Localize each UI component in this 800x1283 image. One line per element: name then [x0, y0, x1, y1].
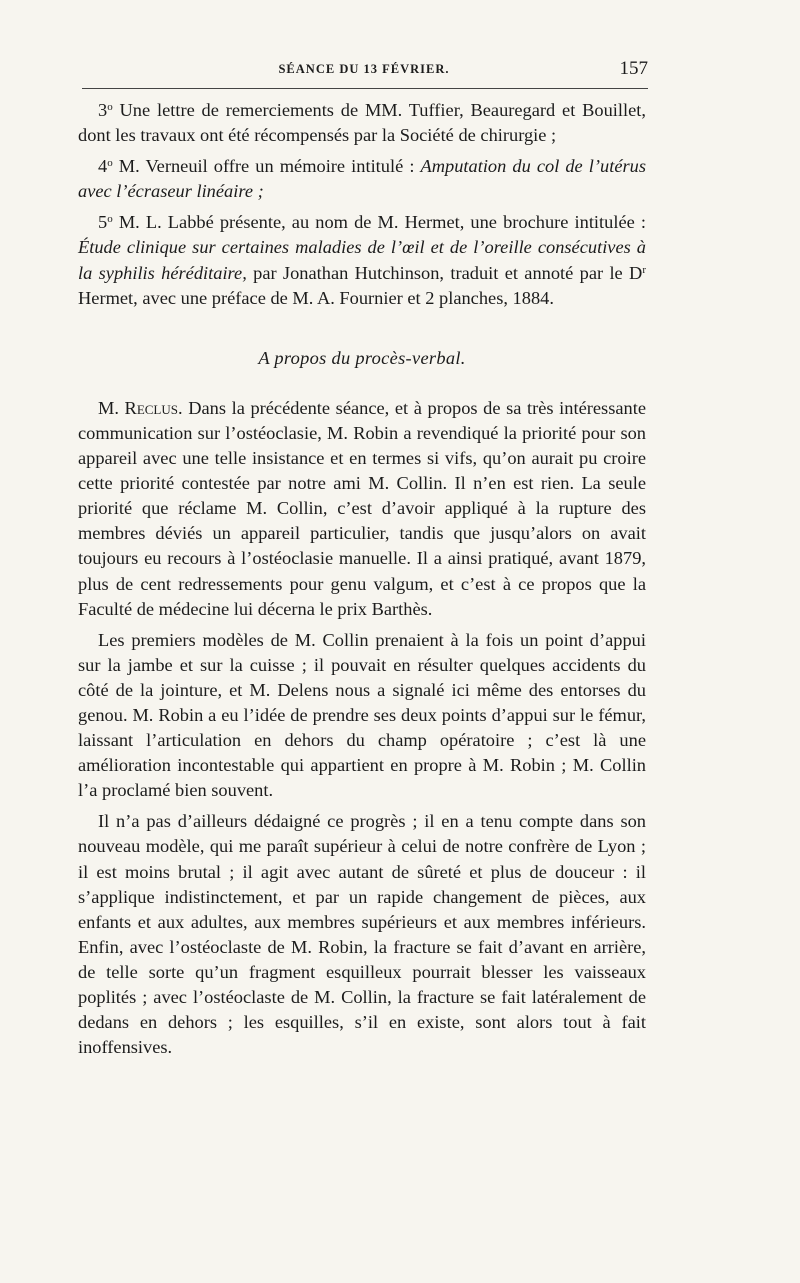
- paragraph-3: Il n’a pas d’ailleurs dédaigné ce progrès ; il en a tenu compte dans son nouveau modèle, qui me paraît supérieur à celui de notre confrère de Lyon ; il est moins brutal ; il agit avec autant de sûreté et plus de douceur : il s’applique indistinctement, et par un rapide changement de pièces, aux enfants et aux adultes, aux membres supérieurs et aux membres inférieurs. Enfin, avec l’ostéoclaste de M. Robin, la fracture se fait d’avant en arrière, de telle sorte qu’un fragment esquilleux pourrait blesser les vaisseaux poplités ; avec l’ostéoclaste de M. Collin, la fracture se fait latéralement de dedans en dehors ; les esquilles, s’il en existe, sont alors tout à fait inoffensives.: [78, 811, 646, 1058]
- list-item-5: 5$^o$ M. L. Labbé présente, au nom de M. Hermet, une brochure intitulée : Étude clinique sur certaines maladies de l’œil et de l’oreille consécutives à la syphilis héréditaire, par Jonathan Hutchinson, traduit et annoté par le $D^r$ Hermet, avec une préface de M. A. Fournier et 2 planches, 1884.: [78, 212, 647, 308]
- item-5-text-mid: par Jonathan Hutchinson, traduit et annoté par le D: [246, 262, 643, 283]
- item-5-title: Étude clinique sur certaines maladies de l’œil et de l’oreille consécutives à la syphilis héréditaire,: [78, 237, 646, 283]
- running-title: SÉANCE DU 13 FÉVRIER.: [278, 62, 450, 76]
- item-3-text: Une lettre de remerciements de MM. Tuffier, Beauregard et Bouillet, dont les travaux ont été récompensés par la Société de chirurgie ;: [78, 100, 646, 146]
- speaker-name: M. Reclus.: [98, 397, 183, 418]
- list-item-3: 3$^o$ Une lettre de remerciements de MM. Tuffier, Beauregard et Bouillet, dont les travaux ont été récompensés par la Société de chirurgie ;: [78, 100, 646, 146]
- item-number: 4: [98, 156, 108, 177]
- page-body: [78, 98, 646, 1060]
- list-item-4: 4$^o$ M. Verneuil offre un mémoire intitulé : Amputation du col de l’utérus avec l’écraseur linéaire ;: [78, 156, 646, 202]
- page-header: [80, 58, 648, 86]
- header-rule: [82, 88, 648, 89]
- item-number: 5: [98, 212, 108, 233]
- item-4-title: Amputation du col de l’utérus avec l’écraseur linéaire ;: [78, 156, 646, 202]
- section-title: A propos du procès-verbal.: [258, 347, 466, 368]
- item-5-text-after: Hermet, avec une préface de M. A. Fournier et 2 planches, 1884.: [78, 287, 554, 308]
- item-4-text: M. Verneuil offre un mémoire intitulé :: [118, 156, 421, 177]
- item-5-text: M. L. Labbé présente, au nom de M. Hermet, une brochure intitulée :: [118, 212, 646, 233]
- item-number: 3: [98, 100, 108, 120]
- item-5-sup: r: [642, 263, 647, 276]
- paragraph-2: Les premiers modèles de M. Collin prenaient à la fois un point d’appui sur la jambe et sur la cuisse ; il pouvait en résulter quelques accidents du côté de la jointure, et M. Delens nous a signalé ici même des entorses du genou. M. Robin a eu l’idée de prendre ses deux points d’appui sur le fémur, laissant l’articulation en dehors du champ opératoire ; c’est là une amélioration incontestable qui appartient en propre à M. Robin ; M. Collin l’a proclamé bien souvent.: [78, 629, 646, 801]
- paragraph-1-text: Dans la précédente séance, et à propos de sa très intéressante communication sur l’ostéoclasie, M. Robin a revendiqué la priorité pour son appareil avec une telle insistance et en termes si vifs, qu’on aurait pu croire cette priorité contestée par notre ami M. Collin. Il n’en est rien. La seule priorité que réclame M. Collin, c’est d’avoir appliqué à la rupture des membres déviés un appareil particulier, tandis que jusqu’alors on avait toujours eu recours à l’ostéoclasie manuelle. Il a ainsi pratiqué, avant 1879, plus de cent redressements pour genu valgum, et c’est à ce propos que la Faculté de médecine lui décerna le prix Barthès.: [78, 397, 646, 619]
- paragraph-1: [78, 396, 646, 622]
- page-number: 157: [619, 58, 648, 79]
